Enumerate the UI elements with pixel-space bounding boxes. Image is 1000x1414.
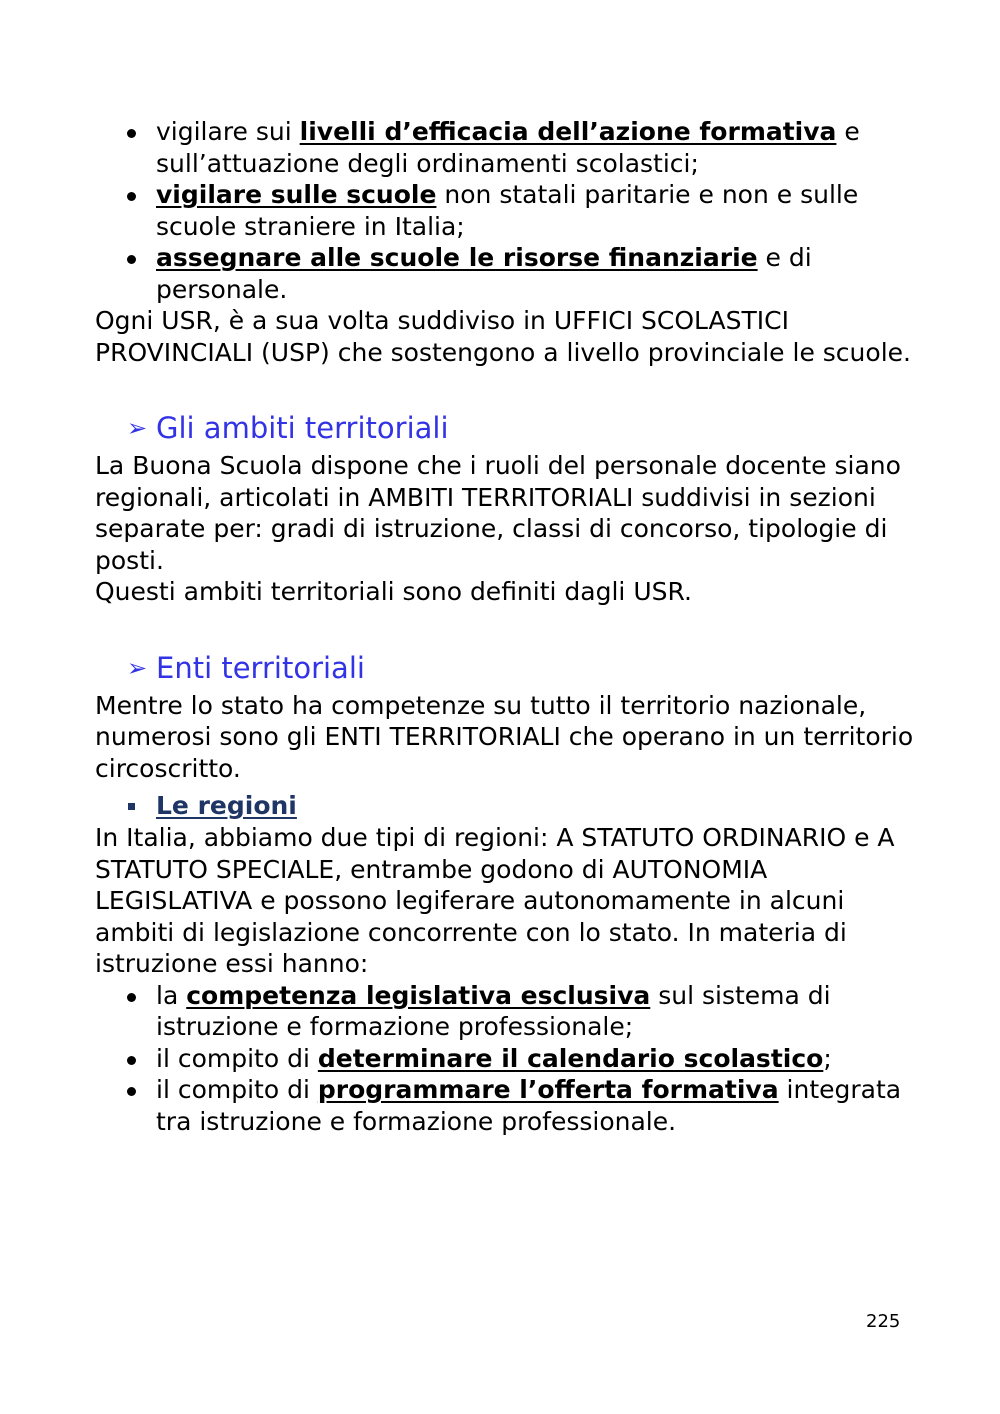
list-item: il compito di determinare il calendario scolastico; (95, 1043, 915, 1075)
list-item: il compito di programmare l’offerta formativa integrata tra istruzione e formazione professionale. (95, 1074, 915, 1137)
list-item: vigilare sulle scuole non statali paritarie e non e sulle scuole straniere in Italia; (95, 179, 915, 242)
section-heading-enti: ➢ Enti territoriali (127, 650, 365, 685)
arrow-bullet-icon: ➢ (127, 653, 148, 682)
paragraph-usp: Ogni USR, è a sua volta suddiviso in UFFICI SCOLASTICI PROVINCIALI (USP) che sostengono a livello provinciale le scuole. (95, 306, 911, 367)
list-item: assegnare alle scuole le risorse finanziarie e di personale. (95, 242, 915, 305)
arrow-bullet-icon: ➢ (127, 414, 148, 442)
paragraph-regioni: In Italia, abbiamo due tipi di regioni: A STATUTO ORDINARIO e A STATUTO SPECIALE, entrambe godono di AUTONOMIA LEGISLATIVA e possono legiferare autonomamente in alcuni ambiti di legislazione concorrente con lo stato. In materia di istruzione essi hanno: (95, 823, 895, 978)
list-item: la competenza legislativa esclusiva sul sistema di istruzione e formazione professionale; (95, 980, 915, 1043)
emphasis-text: assegnare alle scuole le risorse finanziarie (156, 243, 758, 272)
emphasis-text: livelli d’efficacia dell’azione formativa (299, 117, 837, 146)
subheading-regioni: Le regioni (95, 790, 915, 822)
document-page (95, 116, 915, 1137)
paragraph-enti-1: Mentre lo stato ha competenze su tutto il territorio nazionale, numerosi sono gli ENTI TERRITORIALI che operano in un territorio circoscritto. (95, 690, 914, 783)
emphasis-text: determinare il calendario scolastico (317, 1043, 824, 1073)
section-heading-ambiti: ➢ Gli ambiti territoriali (127, 411, 449, 445)
paragraph-ambiti-2: Questi ambiti territoriali sono definiti dagli USR. (95, 577, 692, 606)
emphasis-text: competenza legislativa esclusiva (186, 980, 651, 1010)
emphasis-text: programmare l’offerta formativa (317, 1075, 779, 1104)
bullet-list-usr-tasks (95, 116, 915, 305)
emphasis-text: vigilare sulle scuole (156, 180, 437, 209)
page-number: 225 (866, 1311, 901, 1332)
paragraph-ambiti-1: La Buona Scuola dispone che i ruoli del personale docente siano regionali, articolati in AMBITI TERRITORIALI suddivisi in sezioni separate per: gradi di istruzione, classi di concorso, tipologie di posti. (95, 451, 901, 575)
bullet-list-regioni (95, 980, 915, 1138)
list-item: vigilare sui livelli d’efficacia dell’azione formativa e sull’attuazione degli ordinamenti scolastici; (95, 116, 915, 179)
square-bullet-icon (128, 803, 135, 810)
